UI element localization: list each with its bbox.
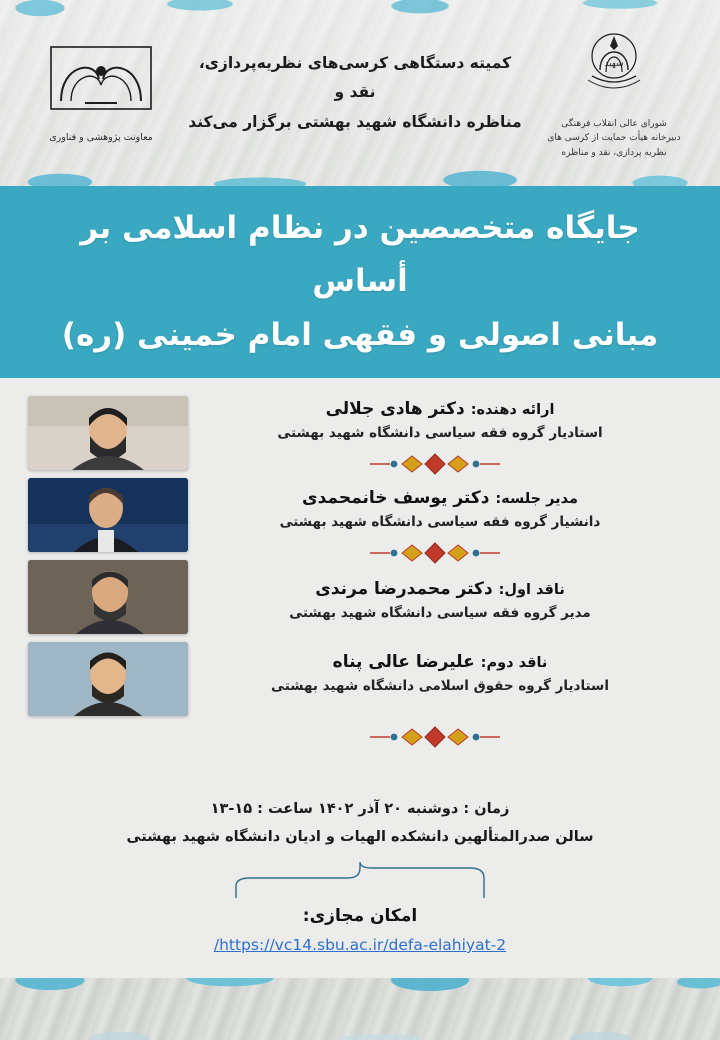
person-presenter xyxy=(200,396,680,445)
header-band xyxy=(0,0,720,186)
university-emblem-icon xyxy=(45,41,157,127)
person-name: دکتر یوسف خانمحمدی xyxy=(302,487,490,508)
person-role-prefix: ناقد اول: xyxy=(498,581,565,598)
committee-caption-line3: نظریه پردازی، نقد و مناظره xyxy=(561,147,667,158)
page-title xyxy=(0,202,720,362)
header-announcement-line2: مناظره دانشگاه شهید بهشتی برگزار می‌کند xyxy=(188,112,522,131)
person-affiliation: مدیر گروه فقه سیاسی دانشگاه شهید بهشتی xyxy=(289,605,591,622)
title-line1: جایگاه متخصصین در نظام اسلامی بر أساس xyxy=(80,210,640,300)
person-affiliation: استادیار گروه حقوق اسلامی دانشگاه شهید بهشتی xyxy=(271,678,609,695)
person-role-prefix: ارائه دهنده: xyxy=(470,402,555,418)
people-list xyxy=(200,396,680,758)
person-critic-first xyxy=(200,576,680,625)
person-role-name xyxy=(200,485,680,511)
person-affiliation: دانشیار گروه فقه سیاسی دانشگاه شهید بهشتی xyxy=(279,514,601,531)
header-announcement xyxy=(176,49,534,137)
committee-caption-line2: دبیرخانه هیأت حمایت از کرسی های xyxy=(547,133,681,144)
portrait-mohammadreza-marandi xyxy=(28,560,188,634)
portrait-hadi-jalali xyxy=(28,396,188,470)
portrait-yousef-khanmohammadi xyxy=(28,478,188,552)
person-role-name xyxy=(200,576,680,602)
virtual-label: امکان مجازی: xyxy=(302,906,418,926)
person-name: علیرضا عالی پناه xyxy=(332,651,475,672)
footer-band xyxy=(0,978,720,1040)
header-announcement-line1: کمیته دستگاهی کرسی‌های نظریه‌پردازی، نقد و xyxy=(198,53,512,102)
title-band xyxy=(0,186,720,378)
person-role-name xyxy=(200,649,680,675)
university-logo-caption: معاونت پژوهشی و فناوری xyxy=(49,131,153,143)
committee-logo-caption xyxy=(534,117,694,160)
brace-decoration-icon xyxy=(0,860,720,900)
person-name: دکتر محمدرضا مرندی xyxy=(315,578,493,599)
committee-caption-line1: شورای عالی انقلاب فرهنگی xyxy=(561,118,667,129)
person-affiliation: استادیار گروه فقه سیاسی دانشگاه شهید بهشتی xyxy=(277,425,603,442)
event-details xyxy=(0,796,720,851)
person-name: دکتر هادی جلالی xyxy=(325,399,465,419)
virtual-meeting-link[interactable]: https://vc14.sbu.ac.ir/defa-elahiyat-2/ xyxy=(213,936,507,954)
person-critic-second xyxy=(200,649,680,698)
virtual-attendance xyxy=(0,906,720,954)
person-chair xyxy=(200,485,680,534)
ornament-divider-icon xyxy=(360,451,520,477)
committee-emblem-icon xyxy=(554,26,674,114)
person-role-prefix: ناقد دوم: xyxy=(480,654,548,671)
event-time: زمان : دوشنبه ۲۰ آذر ۱۴۰۲ ساعت : ۱۵-۱۳ xyxy=(210,801,510,817)
title-line2: مبانی اصولی و فقهی امام خمینی (ره) xyxy=(61,316,659,353)
shahid-beheshti-university-logo xyxy=(26,41,176,145)
ornament-divider-icon xyxy=(360,540,520,566)
portrait-alireza-alipanah xyxy=(28,642,188,716)
portrait-column xyxy=(18,396,188,716)
event-place: سالن صدرالمتألهین دانشکده الهیات و ادیان دانشگاه شهید بهشتی xyxy=(126,828,594,845)
national-committee-logo xyxy=(534,26,694,160)
person-role-prefix: مدیر جلسه: xyxy=(495,490,578,507)
person-role-name xyxy=(200,396,680,422)
body-area xyxy=(0,378,720,978)
svg-text:شهید: شهید xyxy=(604,58,624,69)
ornament-divider-icon xyxy=(360,724,520,750)
